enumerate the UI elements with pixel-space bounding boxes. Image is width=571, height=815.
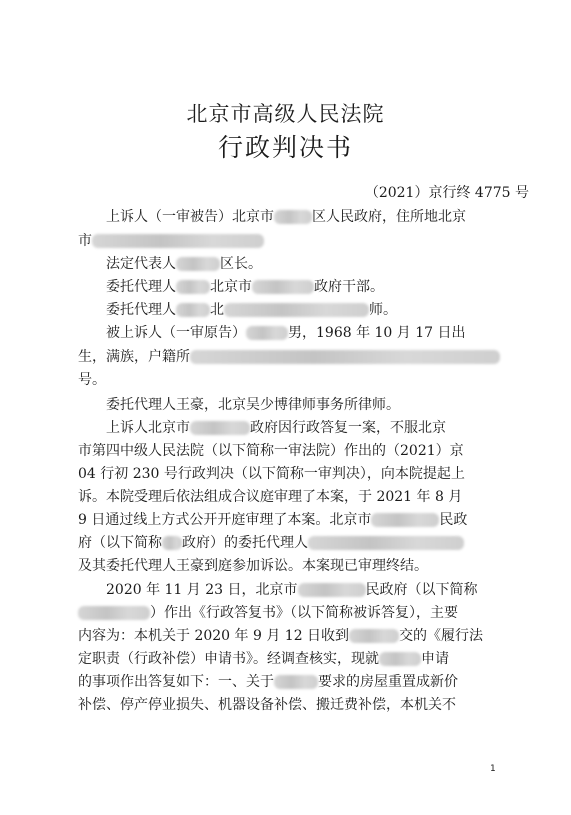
text-line: 定职责（行政补偿）申请书》。经调查核实，现就 申请 bbox=[78, 651, 449, 667]
text-line: 9 日通过线上方式公开开庭审理了本案。北京市 民政 bbox=[78, 512, 468, 528]
redaction bbox=[379, 652, 421, 666]
redaction bbox=[92, 234, 264, 248]
text-line: ）作出《行政答复书》（以下简称被诉答复），主要 bbox=[78, 602, 458, 622]
redaction bbox=[274, 675, 318, 689]
text-line: 补偿、停产停业损失、机器设备补偿、搬迁费补偿，本机关不 bbox=[78, 697, 456, 713]
text-line: 生，满族，户籍所 bbox=[78, 346, 500, 366]
redaction bbox=[176, 303, 210, 317]
redaction bbox=[176, 280, 210, 294]
text-line: 2020 年 11 月 23 日，北京市 民政府（以下简称 bbox=[106, 582, 478, 598]
text-line: 的事项作出答复如下：一、关于 要求的房屋重置成新价 bbox=[78, 674, 458, 690]
redaction bbox=[190, 350, 500, 364]
text-line: 及其委托代理人王豪到庭参加诉讼。本案现已审理终结。 bbox=[78, 558, 428, 574]
text-line: 委托代理人王豪，北京吴少博律师事务所律师。 bbox=[106, 397, 400, 413]
text-line: 法定代表人 区长。 bbox=[106, 256, 262, 272]
redaction bbox=[308, 536, 464, 550]
redaction bbox=[176, 257, 220, 271]
case-number: （2021）京行终 4775 号 bbox=[364, 185, 529, 201]
text-line: 府（以下简称 政府）的委托代理人 bbox=[78, 532, 464, 552]
text-line: 委托代理人 北京市 政府干部。 bbox=[106, 279, 384, 295]
redaction bbox=[190, 421, 250, 435]
text-line: 诉。本院受理后依法组成合议庭审理了本案，于 2021 年 8 月 bbox=[78, 489, 463, 505]
redaction bbox=[252, 280, 314, 294]
redaction bbox=[274, 210, 312, 224]
redaction bbox=[349, 629, 399, 643]
text-line: 04 行初 230 号行政判决（以下简称一审判决），向本院提起上 bbox=[78, 466, 465, 482]
redaction bbox=[224, 303, 369, 317]
redaction bbox=[162, 536, 182, 550]
court-name: 北京市高级人民法院 bbox=[186, 102, 385, 126]
document-title: 行政判决书 bbox=[217, 133, 353, 162]
text-line: 内容为：本机关于 2020 年 9 月 12 日收到 交的《履行法 bbox=[78, 628, 484, 644]
page-number: 1 bbox=[490, 764, 496, 774]
text-line: 号。 bbox=[78, 372, 106, 388]
text-line: 上诉人（一审被告）北京市 区人民政府，住所地北京 bbox=[106, 209, 466, 225]
redaction bbox=[371, 513, 439, 527]
text-line: 上诉人北京市 政府因行政答复一案，不服北京 bbox=[106, 420, 446, 436]
text-line: 委托代理人 北 师。 bbox=[106, 302, 397, 318]
text-line: 市第四中级人民法院（以下简称一审法院）作出的（2021）京 bbox=[78, 443, 464, 459]
redaction bbox=[78, 606, 150, 620]
text-line: 被上诉人（一审原告） 男，1968 年 10 月 17 日出 bbox=[106, 325, 466, 341]
redaction bbox=[246, 326, 288, 340]
text-line: 市 bbox=[78, 230, 264, 250]
redaction bbox=[298, 583, 366, 597]
